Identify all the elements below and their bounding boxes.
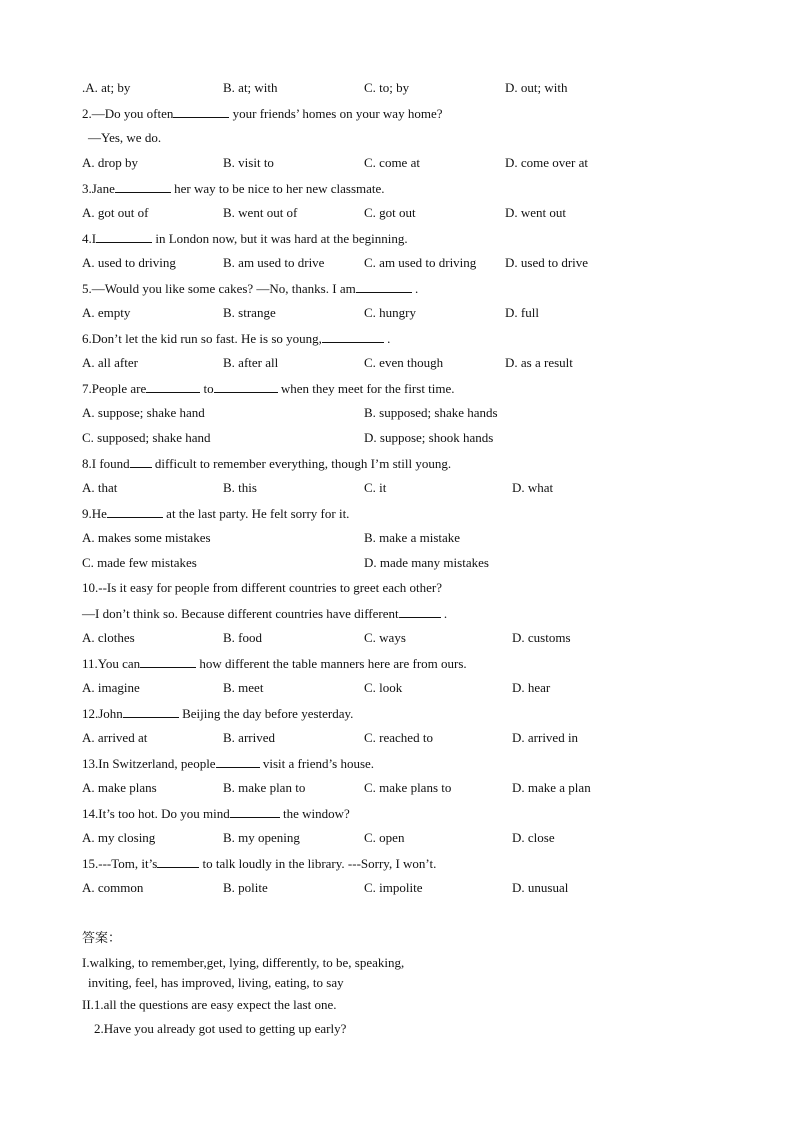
option-choice: B. strange	[223, 305, 276, 320]
options-row	[0, 305, 800, 321]
option-choice: D. arrived in	[512, 730, 579, 745]
option-choice: A. that	[82, 480, 118, 495]
option-choice: D. make a plan	[512, 780, 591, 795]
option-choice: C. make plans to	[364, 780, 452, 795]
options-row	[0, 430, 800, 446]
answer-blank	[146, 380, 200, 393]
option-choice: A. got out of	[82, 205, 149, 220]
option-choice: B. my opening	[223, 830, 300, 845]
question-text: 4.I	[82, 231, 97, 246]
answers-heading: 答案：	[82, 930, 122, 945]
answer-line: inviting, feel, has improved, living, eating, to say	[88, 975, 344, 990]
option-choice: C. look	[364, 680, 403, 695]
option-choice: .A. at; by	[82, 80, 131, 95]
option-choice: C. to; by	[364, 80, 410, 95]
question-stem	[82, 705, 353, 722]
options-row	[0, 155, 800, 171]
options-row	[0, 555, 800, 571]
question-stem	[82, 230, 408, 247]
question-text: 8.I found	[82, 456, 130, 471]
option-choice: B. arrived	[223, 730, 275, 745]
answer-line: 2.Have you already got used to getting up early?	[94, 1021, 347, 1036]
question-text: 10.--Is it easy for people from different countries to greet each other?	[82, 580, 443, 595]
question-text: visit a friend’s house.	[262, 756, 375, 771]
options-row	[0, 530, 800, 546]
answer-blank	[130, 455, 152, 468]
option-choice: D. hear	[512, 680, 551, 695]
option-choice: A. all after	[82, 355, 138, 370]
options-row	[0, 405, 800, 421]
dialogue-reply	[82, 605, 447, 622]
option-choice: A. clothes	[82, 630, 135, 645]
option-choice: A. imagine	[82, 680, 140, 695]
question-text: at the last party. He felt sorry for it.	[166, 506, 350, 521]
option-choice: A. my closing	[82, 830, 156, 845]
option-choice: B. this	[223, 480, 257, 495]
option-choice: B. at; with	[223, 80, 278, 95]
question-text: 3.Jane	[82, 181, 115, 196]
option-choice: B. after all	[223, 355, 279, 370]
option-choice: A. arrived at	[82, 730, 148, 745]
options-row	[0, 355, 800, 371]
option-choice: C. reached to	[364, 730, 433, 745]
question-stem	[82, 455, 451, 472]
option-choice: B. polite	[223, 880, 268, 895]
option-choice: C. open	[364, 830, 405, 845]
question-stem	[82, 380, 455, 397]
option-choice: C. it	[364, 480, 387, 495]
options-row	[0, 480, 800, 496]
option-choice: D. full	[505, 305, 539, 320]
option-choice: D. come over at	[505, 155, 589, 170]
question-stem	[82, 180, 385, 197]
options-row	[0, 205, 800, 221]
options-row	[0, 255, 800, 271]
question-text: .	[414, 281, 419, 296]
options-row	[0, 780, 800, 796]
question-text: 12.John	[82, 706, 123, 721]
option-choice: D. made many mistakes	[364, 555, 489, 570]
option-choice: C. made few mistakes	[82, 555, 197, 570]
question-text: her way to be nice to her new classmate.	[174, 181, 385, 196]
option-choice: C. impolite	[364, 880, 423, 895]
question-text: your friends’ homes on your way home?	[232, 106, 443, 121]
option-choice: B. food	[223, 630, 262, 645]
option-choice: D. out; with	[505, 80, 568, 95]
option-choice: D. what	[512, 480, 554, 495]
question-text: 5.—Would you like some cakes? —No, thanks. I am	[82, 281, 356, 296]
option-choice: D. went out	[505, 205, 567, 220]
question-text: Beijing the day before yesterday.	[182, 706, 354, 721]
question-stem	[82, 280, 418, 297]
question-stem	[82, 330, 390, 347]
answer-blank	[230, 805, 280, 818]
dialogue-reply: —Yes, we do.	[88, 130, 162, 145]
option-choice: D. customs	[512, 630, 571, 645]
answer-blank	[214, 380, 278, 393]
answer-blank	[356, 280, 412, 293]
options-row	[0, 630, 800, 646]
option-choice: C. got out	[364, 205, 416, 220]
answer-blank	[322, 330, 384, 343]
answer-blank	[107, 505, 163, 518]
option-choice: D. unusual	[512, 880, 569, 895]
option-choice: C. am used to driving	[364, 255, 477, 270]
options-row	[0, 880, 800, 896]
question-stem	[82, 580, 442, 596]
question-stem	[82, 755, 374, 772]
question-text: 7.People are	[82, 381, 147, 396]
question-text: 14.It’s too hot. Do you mind	[82, 806, 230, 821]
question-text: difficult to remember everything, though I’m still young.	[154, 456, 452, 471]
option-choice: D. used to drive	[505, 255, 589, 270]
question-text: —I don’t think so. Because different countries have different	[82, 606, 399, 621]
answer-blank	[157, 855, 199, 868]
option-choice: B. supposed; shake hands	[364, 405, 498, 420]
question-text: in London now, but it was hard at the beginning.	[155, 231, 408, 246]
question-text: 2.—Do you often	[82, 106, 174, 121]
option-choice: B. make a mistake	[364, 530, 461, 545]
question-text: 15.---Tom, it’s	[82, 856, 158, 871]
question-stem	[82, 105, 442, 122]
option-choice: A. used to driving	[82, 255, 176, 270]
options-row	[0, 730, 800, 746]
option-choice: B. meet	[223, 680, 264, 695]
question-text: 6.Don’t let the kid run so fast. He is so young,	[82, 331, 322, 346]
question-text: .	[387, 331, 391, 346]
question-text: to	[203, 381, 214, 396]
option-choice: B. am used to drive	[223, 255, 325, 270]
option-choice: A. suppose; shake hand	[82, 405, 205, 420]
option-choice: B. make plan to	[223, 780, 306, 795]
option-choice: C. even though	[364, 355, 444, 370]
option-choice: D. as a result	[505, 355, 573, 370]
option-choice: C. come at	[364, 155, 420, 170]
option-choice: C. ways	[364, 630, 406, 645]
option-choice: A. makes some mistakes	[82, 530, 211, 545]
question-stem	[82, 855, 436, 872]
options-row	[0, 830, 800, 846]
question-text: 13.In Switzerland, people	[82, 756, 216, 771]
question-stem	[82, 505, 349, 522]
option-choice: D. close	[512, 830, 555, 845]
options-row	[0, 680, 800, 696]
option-choice: A. common	[82, 880, 144, 895]
question-text: 9.He	[82, 506, 107, 521]
option-choice: A. drop by	[82, 155, 138, 170]
option-choice: A. make plans	[82, 780, 157, 795]
options-row	[0, 80, 800, 96]
question-stem	[82, 805, 350, 822]
answer-blank	[399, 605, 441, 618]
option-choice: D. suppose; shook hands	[364, 430, 494, 445]
option-choice: B. went out of	[223, 205, 298, 220]
answer-blank	[216, 755, 260, 768]
answer-blank	[115, 180, 171, 193]
question-text: how different the table manners here are from ours.	[199, 656, 467, 671]
question-text: when they meet for the first time.	[280, 381, 455, 396]
answer-blank	[123, 705, 179, 718]
option-choice: A. empty	[82, 305, 131, 320]
answer-blank	[140, 655, 196, 668]
option-choice: C. hungry	[364, 305, 416, 320]
option-choice: C. supposed; shake hand	[82, 430, 211, 445]
question-text: 11.You can	[82, 656, 141, 671]
answer-line: I.walking, to remember,get, lying, differently, to be, speaking,	[82, 955, 405, 970]
answer-blank	[173, 105, 229, 118]
option-choice: B. visit to	[223, 155, 274, 170]
answer-blank	[96, 230, 152, 243]
question-text: to talk loudly in the library. ---Sorry, I won’t.	[202, 856, 437, 871]
question-text: the window?	[282, 806, 350, 821]
question-text: .	[443, 606, 448, 621]
question-stem	[82, 655, 467, 672]
answer-line: II.1.all the questions are easy expect the last one.	[82, 997, 337, 1012]
